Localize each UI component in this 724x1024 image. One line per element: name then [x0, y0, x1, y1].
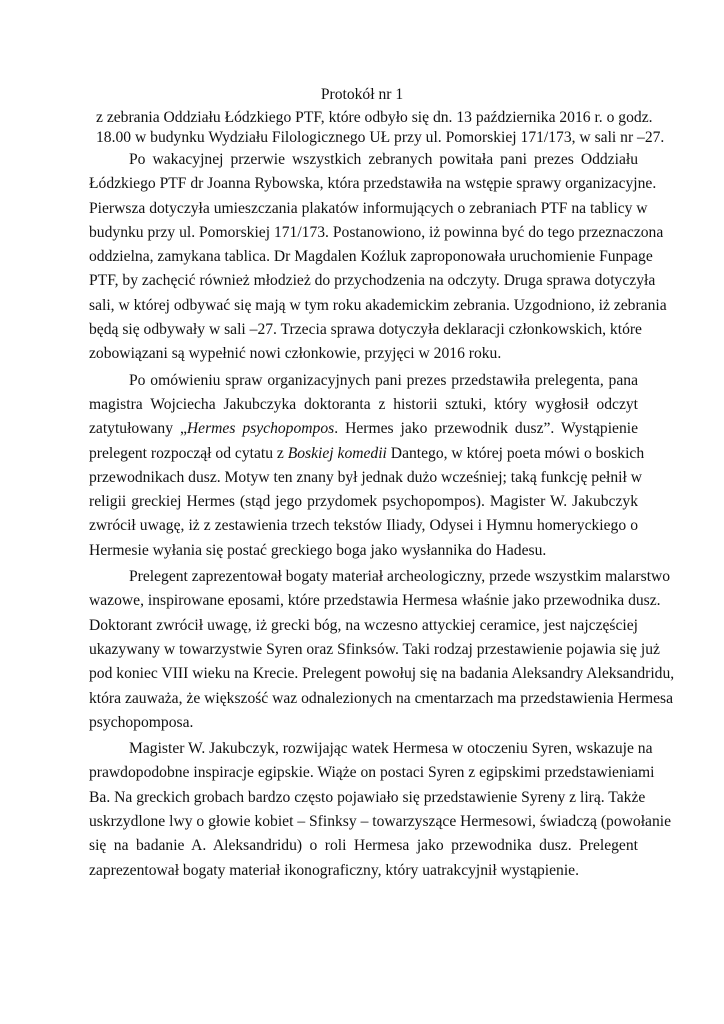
text-line: sali, w której odbywać się mają w tym roku akademickim zebrania. Uzgodniono, iż zebrania [89, 296, 667, 314]
text-line: PTF, by zachęcić również młodzież do przychodzenia na odczyty. Druga sprawa dotyczyła [89, 272, 656, 290]
text-line: Po omówieniu spraw organizacyjnych pani prezes przedstawiła prelegenta, pana [129, 371, 638, 389]
text-line: Hermesie wyłania się postać greckiego boga jako wysłannika do Hadesu. [89, 541, 547, 559]
text-line: się na badanie A. Aleksandridu) o roli Hermesa jako przewodnika dusz. Prelegent [89, 837, 638, 855]
text-line: oddzielna, zamykana tablica. Dr Magdalen Koźluk zaproponowała uruchomienie Funpage [89, 248, 653, 266]
text-line: religii greckiej Hermes (stąd jego przydomek psychopompos). Magister W. Jakubczyk [89, 493, 638, 511]
text-line: pod koniec VIII wieku na Krecie. Prelegent powołuj się na badania Aleksandry Aleksandridu, [89, 665, 675, 683]
text-line: ukazywany w towarzystwie Syren oraz Sfinksów. Taki rodzaj przestawienie pojawia się już [89, 640, 660, 658]
meeting-details [96, 108, 665, 148]
text-fragment: . Hermes jako przewodnik dusz”. Wystąpienie [334, 420, 639, 438]
minutes-body [89, 148, 675, 883]
meeting-details-line: 18.00 w budynku Wydziału Filologicznego UŁ przy ul. Pomorskiej 171/173, w sali nr –27. [96, 129, 665, 146]
text-line: zobowiązani są wypełnić nowi członkowie, przyjęci w 2016 roku. [89, 345, 502, 363]
text-line: Magister W. Jakubczyk, rozwijając watek Hermesa w otoczeniu Syren, wskazuje na [129, 740, 653, 758]
lecture-title-italic: Hermes psychopompos [186, 420, 335, 438]
text-fragment: prelegent rozpoczął od cytatu z [89, 444, 288, 462]
work-title-italic: Boskiej komedii [287, 444, 387, 462]
text-line: będą się odbywały w sali –27. Trzecia sprawa dotyczyła deklaracji członkowskich, które [89, 321, 642, 339]
text-line [89, 417, 638, 441]
text-line: Ba. Na greckich grobach bardzo często pojawiało się przedstawienie Syreny z lirą. Także [89, 788, 646, 806]
text-line: przewodnikach dusz. Motyw ten znany był jednak dużo wcześniej; taką funkcję pełnił w [89, 468, 642, 486]
text-line: uskrzydlone lwy o głowie kobiet – Sfinksy – towarzyszące Hermesowi, świadczą (powołanie [89, 813, 672, 831]
text-line: zaprezentował bogaty materiał ikonograficzny, który uatrakcyjnił wystąpienie. [89, 861, 579, 879]
text-line: prawdopodobne inspiracje egipskie. Wiąże on postaci Syren z egipskimi przedstawieniami [89, 764, 655, 782]
paragraph-lecture-intro [89, 369, 645, 563]
text-line: wazowe, inspirowane eposami, które przedstawia Hermesa właśnie jako przewodnika dusz. [89, 592, 661, 610]
text-line: która zauważa, że większość waz odnalezionych na cmentarzach ma przedstawienia Hermesa [89, 689, 674, 707]
paragraph-organizational-matters [89, 148, 667, 367]
text-line: budynku przy ul. Pomorskiej 171/173. Postanowiono, iż powinna być do tego przeznaczona [89, 223, 664, 241]
text-line: zwrócił uwagę, iż z zestawienia trzech tekstów Iliady, Odysei i Hymnu homeryckiego o [89, 517, 638, 535]
document-title: Protokół nr 1 [320, 86, 404, 103]
meeting-details-line: z zebrania Oddziału Łódzkiego PTF, które odbyło się dn. 13 października 2016 r. o godz. [96, 109, 653, 126]
text-fragment: zatytułowany „ [89, 420, 187, 438]
text-line: psychopomposa. [89, 713, 194, 731]
text-line: magistra Wojciecha Jakubczyka doktoranta z historii sztuki, który wygłosił odczyt [89, 395, 638, 413]
text-line [89, 442, 645, 466]
paragraph-egyptian-inspirations [89, 737, 672, 883]
text-line: Doktorant zwrócił uwagę, iż grecki bóg, na wczesno attyckiej ceramice, jest najczęściej [89, 616, 638, 634]
text-fragment: Dantego, w której poeta mówi o boskich [386, 444, 645, 462]
paragraph-archaeological-material [89, 565, 675, 735]
text-line: Po wakacyjnej przerwie wszystkich zebranych powitała pani prezes Oddziału [129, 151, 638, 168]
text-line: Łódzkiego PTF dr Joanna Rybowska, która przedstawiła na wstępie sprawy organizacyjne. [89, 175, 657, 193]
text-line: Pierwsza dotyczyła umieszczania plakatów informujących o zebraniach PTF na tablicy w [89, 199, 648, 217]
text-line: Prelegent zaprezentował bogaty materiał archeologiczny, przede wszystkim malarstwo [129, 568, 671, 586]
